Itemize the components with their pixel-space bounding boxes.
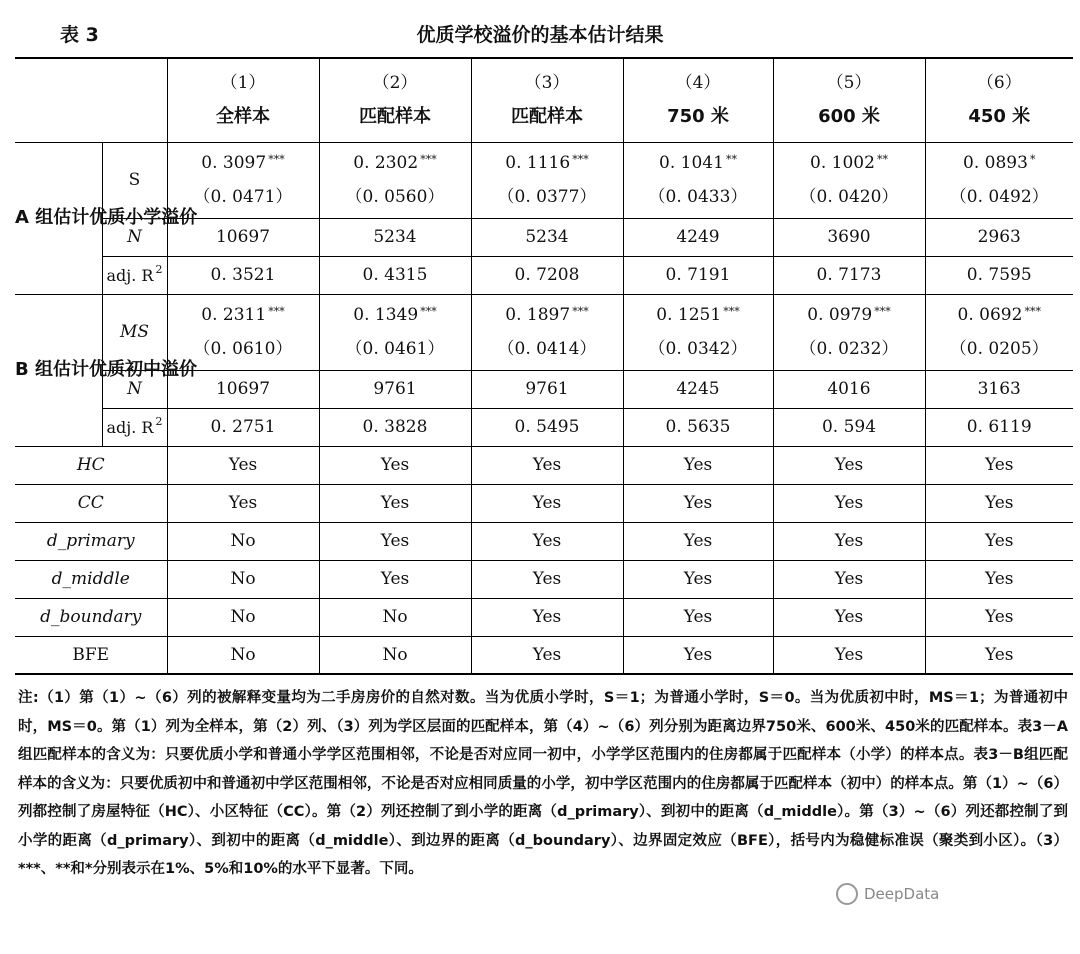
r2-cell <box>623 256 773 294</box>
control-value: Yes <box>834 569 864 589</box>
control-value: Yes <box>228 455 258 475</box>
control-cell <box>319 522 471 560</box>
control-cell <box>623 522 773 560</box>
coef-cell <box>471 294 623 370</box>
control-name <box>15 560 167 598</box>
control-cell <box>319 446 471 484</box>
control-row <box>15 636 1073 674</box>
r2-value: 0. 7208 <box>514 265 580 285</box>
n-cell <box>471 218 623 256</box>
std-error: （0. 0232） <box>799 339 899 359</box>
control-value: Yes <box>532 644 562 665</box>
control-value: No <box>230 569 256 589</box>
control-cell <box>925 484 1073 522</box>
header-row <box>15 58 1073 142</box>
n-cell <box>319 370 471 408</box>
r2-cell <box>167 256 319 294</box>
r2-cell <box>773 408 925 446</box>
group-label: B 组估计优质初中溢价 <box>15 359 197 380</box>
n-value: 3163 <box>977 379 1021 399</box>
control-label: d_primary <box>46 531 135 551</box>
control-value: Yes <box>532 493 562 513</box>
control-value: Yes <box>834 493 864 513</box>
column-header <box>471 58 623 142</box>
r2-value: 0. 5495 <box>514 417 580 437</box>
control-cell <box>623 484 773 522</box>
control-cell <box>623 636 773 674</box>
n-cell <box>319 218 471 256</box>
n-cell <box>623 218 773 256</box>
control-row <box>15 446 1073 484</box>
r2-cell <box>319 408 471 446</box>
groupB-r2-row <box>15 408 1073 446</box>
n-value: 5234 <box>525 227 569 247</box>
column-number: （1） <box>220 73 266 94</box>
significance-stars: ** <box>876 153 888 166</box>
control-cell <box>773 484 925 522</box>
std-error: （0. 0492） <box>949 187 1049 207</box>
std-error: （0. 0342） <box>648 339 748 359</box>
control-cell <box>925 522 1073 560</box>
control-cell <box>167 446 319 484</box>
control-value: Yes <box>380 493 410 513</box>
std-error: （0. 0377） <box>497 187 597 207</box>
r2-value: 0. 7191 <box>665 265 731 285</box>
control-value: Yes <box>532 531 562 551</box>
significance-stars: *** <box>1024 305 1041 318</box>
std-error: （0. 0461） <box>345 339 445 359</box>
coef-value: 0. 1251 <box>656 305 722 325</box>
r2-value: 0. 2751 <box>210 417 276 437</box>
control-value: Yes <box>984 455 1014 475</box>
groupA-r2-row <box>15 256 1073 294</box>
column-number: （3） <box>524 73 570 94</box>
variable-name: S <box>128 170 141 190</box>
control-label: d_middle <box>51 569 130 589</box>
group-label: A 组估计优质小学溢价 <box>15 207 198 228</box>
n-value: 4245 <box>676 379 720 399</box>
column-name: 450 米 <box>968 106 1031 128</box>
control-value: Yes <box>532 455 562 475</box>
control-name <box>15 636 167 674</box>
r2-value: 0. 3828 <box>362 417 428 437</box>
significance-stars: *** <box>572 305 589 318</box>
r2-cell <box>471 408 623 446</box>
coef-cell <box>773 142 925 218</box>
column-name: 全样本 <box>216 106 270 128</box>
control-value: Yes <box>532 569 562 589</box>
r2-label <box>102 256 167 294</box>
control-value: No <box>382 644 408 665</box>
coef-cell <box>319 142 471 218</box>
significance-stars: *** <box>874 305 891 318</box>
control-value: Yes <box>380 569 410 589</box>
r2-superscript: 2 <box>155 262 163 276</box>
r2-cell <box>167 408 319 446</box>
coef-value: 0. 1897 <box>505 305 571 325</box>
control-cell <box>925 636 1073 674</box>
control-value: Yes <box>228 493 258 513</box>
n-value: 10697 <box>215 227 271 247</box>
control-value: No <box>230 644 256 665</box>
control-value: Yes <box>683 607 713 627</box>
control-value: Yes <box>683 531 713 551</box>
control-label: CC <box>77 493 104 513</box>
control-value: Yes <box>683 493 713 513</box>
control-cell <box>167 636 319 674</box>
control-cell <box>319 598 471 636</box>
n-value: 9761 <box>525 379 569 399</box>
control-cell <box>471 560 623 598</box>
coef-cell <box>925 294 1073 370</box>
r2-cell <box>319 256 471 294</box>
control-cell <box>471 636 623 674</box>
table-notes: 注:（1）第（1）~（6）列的被解释变量均为二手房房价的自然对数。当为优质小学时，S＝1；为普通小学时，S＝0。当为优质初中时，MS＝1；为普通初中时，MS＝0。第（1）列为全样本，第（2）列、（3）列为学区层面的匹配样本，第（4）~（6）列分别为距离边界750米、600米、450米的匹配样本。表3－A组匹配样本的含义为：只要优质小学和普通小学学区范围相邻，不论是否对应同一初中，小学学区范围内的住房都属于匹配样本（小学）的样本点。表3－B组匹配样本的含义为：只要优质初中和普通初中学区范围相邻，不论是否对应相同质量的小学，初中学区范围内的住房都属于匹配样本（初中）的样本点。第（1）~（6）列都控制了房屋特征（HC）、小区特征（CC）。第（2）列还控制了到小学的距离（d_primary）、到初中的距离（d_middle）。第（3）~（6）列还都控制了到小学的距离（d_primary）、到初中的距离（d_middle）、到边界的距离（d_boundary）、边界固定效应（BFE），括号内为稳健标准误（聚类到小区）。（3）***、**和*分别表示在1%、5%和10%的水平下显著。下同。 <box>18 690 1068 877</box>
control-value: Yes <box>984 644 1014 665</box>
n-value: 5234 <box>373 227 417 247</box>
control-cell <box>773 522 925 560</box>
control-row <box>15 560 1073 598</box>
control-cell <box>471 446 623 484</box>
n-cell <box>925 218 1073 256</box>
n-cell <box>471 370 623 408</box>
wechat-icon <box>836 883 858 905</box>
control-cell <box>471 484 623 522</box>
header-corner <box>15 58 167 142</box>
control-label: BFE <box>72 644 110 665</box>
r2-cell <box>925 408 1073 446</box>
n-cell <box>773 370 925 408</box>
control-cell <box>773 636 925 674</box>
column-number: （6） <box>976 73 1022 94</box>
watermark-text: DeepData <box>864 885 940 903</box>
control-value: Yes <box>683 644 713 665</box>
n-cell <box>773 218 925 256</box>
control-name <box>15 522 167 560</box>
r2-superscript: 2 <box>155 414 163 428</box>
n-value: 9761 <box>373 379 417 399</box>
r2-label-text: adj. R <box>106 417 154 437</box>
column-name: 匹配样本 <box>511 106 583 128</box>
coef-cell <box>623 142 773 218</box>
control-cell <box>167 560 319 598</box>
table-title-row <box>0 0 1080 56</box>
r2-value: 0. 7173 <box>816 265 882 285</box>
control-value: Yes <box>984 569 1014 589</box>
r2-cell <box>471 256 623 294</box>
n-cell <box>925 370 1073 408</box>
n-value: 4016 <box>827 379 871 399</box>
r2-value: 0. 3521 <box>210 265 276 285</box>
coef-value: 0. 1116 <box>505 153 571 173</box>
table-label: 表 3 <box>60 24 99 46</box>
r2-cell <box>925 256 1073 294</box>
std-error: （0. 0414） <box>497 339 597 359</box>
control-cell <box>167 484 319 522</box>
std-error: （0. 0560） <box>345 187 445 207</box>
variable-name: MS <box>119 322 150 342</box>
coef-value: 0. 0692 <box>957 305 1023 325</box>
coef-value: 0. 3097 <box>201 153 267 173</box>
significance-stars: ** <box>725 153 737 166</box>
control-cell <box>773 598 925 636</box>
control-value: No <box>230 531 256 551</box>
control-row <box>15 484 1073 522</box>
control-cell <box>773 560 925 598</box>
control-value: Yes <box>380 531 410 551</box>
std-error: （0. 0433） <box>648 187 748 207</box>
significance-stars: *** <box>268 153 285 166</box>
r2-cell <box>623 408 773 446</box>
column-header <box>167 58 319 142</box>
coef-value: 0. 0979 <box>807 305 873 325</box>
n-value: 2963 <box>977 227 1021 247</box>
r2-value: 0. 7595 <box>966 265 1032 285</box>
r2-value: 0. 5635 <box>665 417 731 437</box>
control-value: Yes <box>834 531 864 551</box>
column-header <box>319 58 471 142</box>
control-value: Yes <box>683 569 713 589</box>
control-cell <box>167 598 319 636</box>
control-label: HC <box>76 455 105 475</box>
control-cell <box>319 484 471 522</box>
control-value: Yes <box>380 455 410 475</box>
r2-value: 0. 4315 <box>362 265 428 285</box>
control-name <box>15 484 167 522</box>
regression-table <box>15 57 1073 675</box>
r2-label-text: adj. R <box>106 265 154 285</box>
coef-cell <box>623 294 773 370</box>
r2-value: 0. 6119 <box>966 417 1032 437</box>
coef-value: 0. 1002 <box>810 153 875 173</box>
column-header <box>925 58 1073 142</box>
control-name <box>15 446 167 484</box>
std-error: （0. 0205） <box>949 339 1049 359</box>
control-cell <box>623 560 773 598</box>
column-header <box>773 58 925 142</box>
watermark <box>836 880 1066 908</box>
coef-value: 0. 2311 <box>201 305 267 325</box>
groupB-coef-row <box>15 294 1073 370</box>
n-value: 10697 <box>215 379 271 399</box>
coef-cell <box>925 142 1073 218</box>
column-name: 750 米 <box>667 106 729 128</box>
column-name: 匹配样本 <box>359 106 431 128</box>
control-cell <box>471 598 623 636</box>
coef-value: 0. 1041 <box>659 153 724 173</box>
control-cell <box>925 446 1073 484</box>
n-value: 4249 <box>676 227 720 247</box>
r2-value: 0. 594 <box>821 417 877 437</box>
significance-stars: *** <box>572 153 589 166</box>
control-value: Yes <box>532 607 562 627</box>
coef-cell <box>773 294 925 370</box>
control-label: d_boundary <box>40 607 142 627</box>
column-number: （2） <box>372 73 418 94</box>
std-error: （0. 0610） <box>193 339 293 359</box>
n-label-text: N <box>127 379 142 399</box>
coef-value: 0. 0893 <box>963 153 1028 173</box>
n-value: 3690 <box>827 227 871 247</box>
control-cell <box>471 522 623 560</box>
control-cell <box>925 560 1073 598</box>
control-cell <box>319 560 471 598</box>
significance-stars: *** <box>268 305 285 318</box>
control-row <box>15 598 1073 636</box>
column-number: （5） <box>826 73 872 94</box>
control-value: No <box>382 607 408 627</box>
column-name: 600 米 <box>818 106 880 128</box>
control-name <box>15 598 167 636</box>
significance-stars: * <box>1029 153 1036 166</box>
control-cell <box>623 598 773 636</box>
control-cell <box>773 446 925 484</box>
groupA-coef-row <box>15 142 1073 218</box>
control-value: Yes <box>834 455 864 475</box>
coef-cell <box>319 294 471 370</box>
n-label-text: N <box>127 227 142 247</box>
column-header <box>623 58 773 142</box>
control-value: No <box>230 607 256 627</box>
std-error: （0. 0420） <box>799 187 899 207</box>
control-value: Yes <box>683 455 713 475</box>
control-value: Yes <box>984 531 1014 551</box>
significance-stars: *** <box>420 305 437 318</box>
std-error: （0. 0471） <box>193 187 293 207</box>
coef-value: 0. 1349 <box>353 305 419 325</box>
control-value: Yes <box>984 493 1014 513</box>
control-value: Yes <box>984 607 1014 627</box>
r2-label <box>102 408 167 446</box>
significance-stars: *** <box>420 153 437 166</box>
control-value: Yes <box>834 607 864 627</box>
control-cell <box>623 446 773 484</box>
control-cell <box>167 522 319 560</box>
column-number: （4） <box>675 73 721 94</box>
coef-value: 0. 2302 <box>353 153 419 173</box>
r2-cell <box>773 256 925 294</box>
n-cell <box>623 370 773 408</box>
coef-cell <box>471 142 623 218</box>
table-title: 优质学校溢价的基本估计结果 <box>416 24 664 46</box>
significance-stars: *** <box>723 305 740 318</box>
control-value: Yes <box>834 644 864 665</box>
control-cell <box>925 598 1073 636</box>
control-cell <box>319 636 471 674</box>
control-row <box>15 522 1073 560</box>
